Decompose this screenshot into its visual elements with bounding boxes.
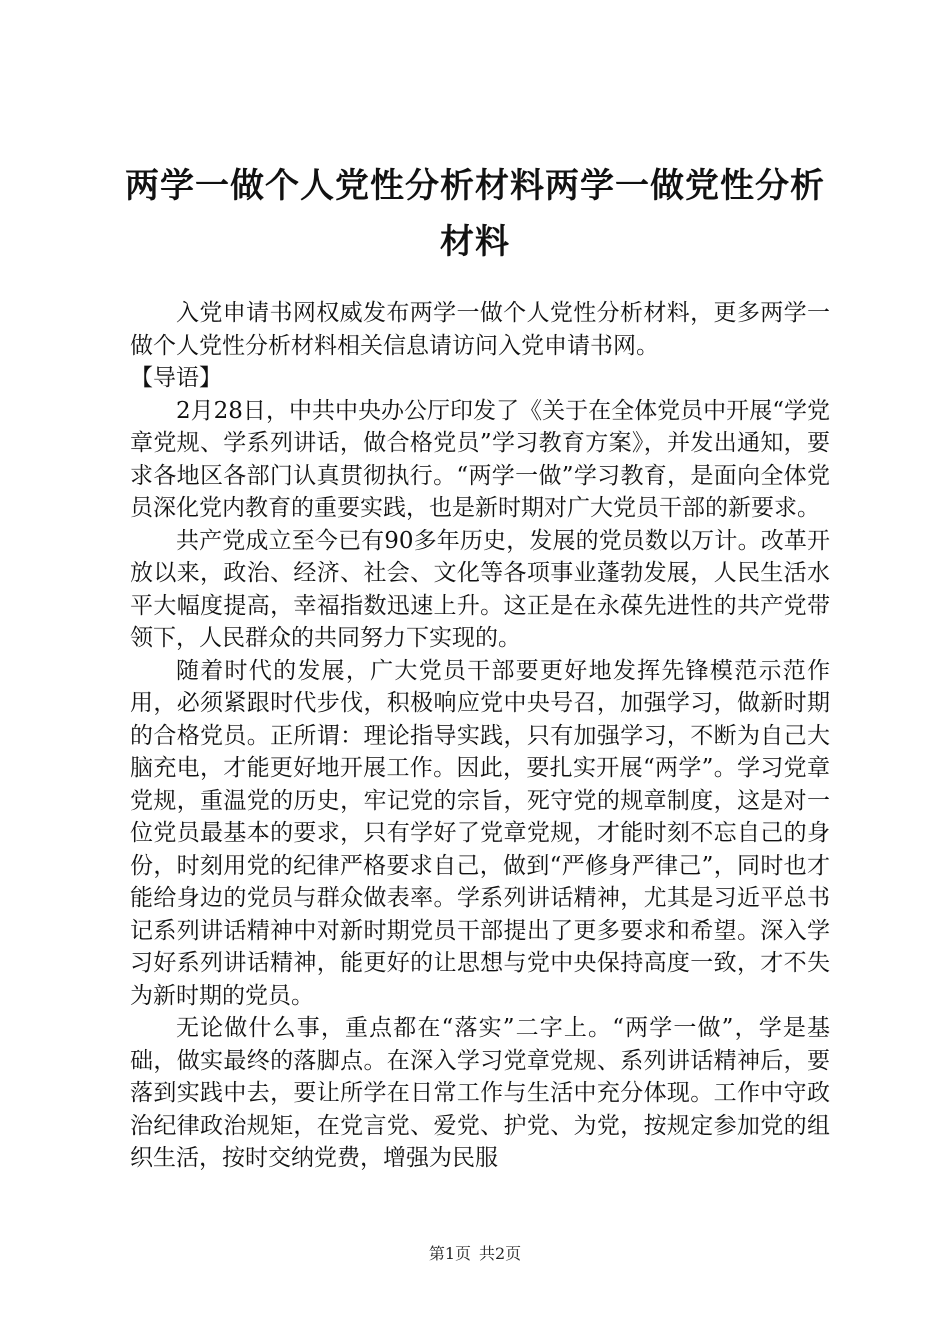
paragraph-background: 2月28日，中共中央办公厅印发了《关于在全体党员中开展“学党章党规、学系列讲话，做合格党员”学习教育方案》，并发出通知，要求各地区各部门认真贯彻执行。“两学一做”学习教育，是面向全体党员深化党内教育的重要实践，也是新时期对广大党员干部的新要求。 [130,397,830,521]
paragraph-study: 随着时代的发展，广大党员干部要更好地发挥先锋模范示范作用，必须紧跟时代步伐，积极响应党中央号召，加强学习，做新时期的合格党员。正所谓：理论指导实践，只有加强学习，不断为自己大脑充电，才能更好地开展工作。因此，要扎实开展“两学”。学习党章党规，重温党的历史，牢记党的宗旨，死守党的规章制度，这是对一位党员最基本的要求，只有学好了党章党规，才能时刻不忘自己的身份，时刻用党的纪律严格要求自己，做到“严修身严律己”，同时也才能给身边的党员与群众做表率。学系列讲话精神，尤其是习近平总书记系列讲话精神中对新时期党员干部提出了更多要求和希望。深入学习好系列讲话精神，能更好的让思想与党中央保持高度一致，才不失为新时期的党员。 [130,657,830,1009]
paragraph-intro: 入党申请书网权威发布两学一做个人党性分析材料，更多两学一做个人党性分析材料相关信息请访问入党申请书网。 [130,300,830,359]
page-number: 第1页 [428,1244,471,1263]
document-title: 两学一做个人党性分析材料两学一做党性分析材料 [125,166,825,262]
page-total: 共2页 [479,1244,522,1263]
page-footer [0,1244,950,1264]
paragraph-history: 共产党成立至今已有90多年历史，发展的党员数以万计。改革开放以来，政治、经济、社会、文化等各项事业蓬勃发展，人民生活水平大幅度提高，幸福指数迅速上升。这正是在永葆先进性的共产党带领下，人民群众的共同努力下实现的。 [130,527,830,651]
paragraph-practice: 无论做什么事，重点都在“落实”二字上。“两学一做”，学是基础，做实最终的落脚点。在深入学习党章党规、系列讲话精神后，要落到实践中去，要让所学在日常工作与生活中充分体现。工作中守政治纪律政治规矩，在党言党、爱党、护党、为党，按规定参加党的组织生活，按时交纳党费，增强为民服 [130,1015,830,1171]
document-body [130,297,830,1175]
paragraph-lead-label: 【导语】 [130,365,222,391]
